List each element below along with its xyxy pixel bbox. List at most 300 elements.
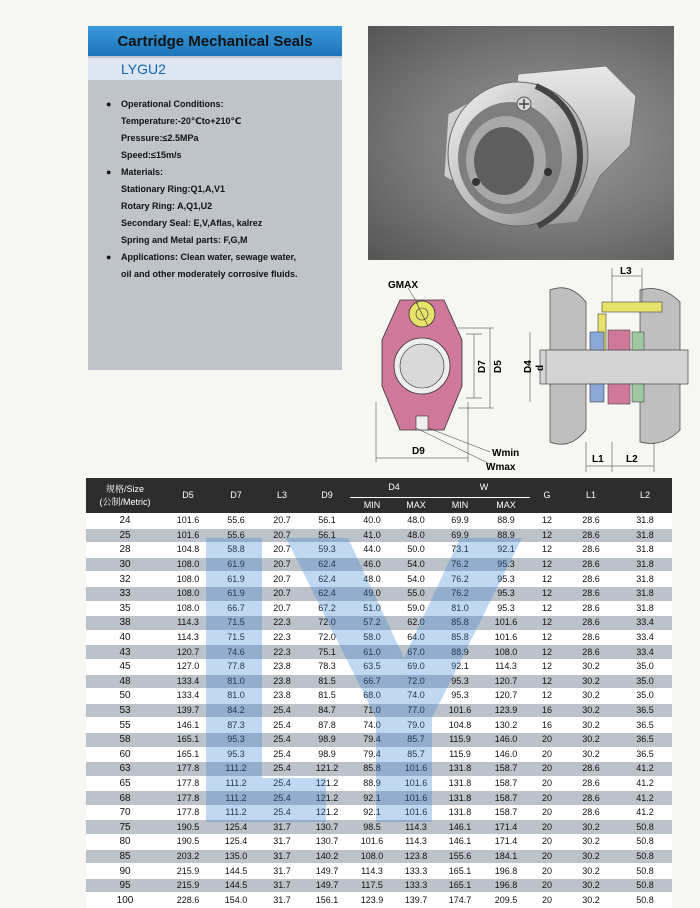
table-row — [86, 776, 672, 791]
value-cell: 58.0 — [350, 630, 394, 645]
col-w-header: W — [438, 478, 530, 498]
value-cell: 33.4 — [618, 630, 672, 645]
product-title: Cartridge Mechanical Seals — [88, 26, 342, 56]
value-cell: 25.4 — [260, 703, 304, 718]
table-row — [86, 572, 672, 587]
value-cell: 55.6 — [212, 514, 260, 529]
spec-text: Materials: — [121, 167, 164, 177]
value-cell: 79.4 — [350, 747, 394, 762]
value-cell: 131.8 — [438, 791, 482, 806]
size-cell: 53 — [86, 703, 164, 718]
value-cell: 20 — [530, 747, 564, 762]
spec-text: Applications: Clean water, sewage water, — [121, 252, 297, 262]
value-cell: 50.0 — [394, 543, 438, 558]
value-cell: 12 — [530, 543, 564, 558]
value-cell: 12 — [530, 514, 564, 529]
w-min-header: MIN — [438, 498, 482, 514]
spec-text: Secondary Seal: E,V,Aflas, kalrez — [121, 218, 263, 228]
value-cell: 30.2 — [564, 674, 618, 689]
value-cell: 31.7 — [260, 835, 304, 850]
value-cell: 30.2 — [564, 820, 618, 835]
spec-line — [106, 266, 338, 283]
value-cell: 121.2 — [304, 776, 350, 791]
value-cell: 41.2 — [618, 762, 672, 777]
value-cell: 79.0 — [394, 718, 438, 733]
value-cell: 25.4 — [260, 776, 304, 791]
value-cell: 131.8 — [438, 805, 482, 820]
value-cell: 30.2 — [564, 747, 618, 762]
value-cell: 57.2 — [350, 616, 394, 631]
bullet-icon: ● — [106, 252, 112, 262]
size-cell: 30 — [86, 557, 164, 572]
value-cell: 20 — [530, 835, 564, 850]
size-cell: 65 — [86, 776, 164, 791]
size-cell: 48 — [86, 674, 164, 689]
value-cell: 139.7 — [394, 893, 438, 908]
value-cell: 35.0 — [618, 659, 672, 674]
size-cell: 40 — [86, 630, 164, 645]
value-cell: 165.1 — [164, 747, 212, 762]
value-cell: 101.6 — [164, 514, 212, 529]
table-row — [86, 659, 672, 674]
table-row — [86, 557, 672, 572]
value-cell: 88.9 — [438, 645, 482, 660]
table-row — [86, 878, 672, 893]
value-cell: 31.8 — [618, 601, 672, 616]
value-cell: 28.6 — [564, 776, 618, 791]
size-cell: 70 — [86, 805, 164, 820]
table-row — [86, 630, 672, 645]
d7-label: D7 — [477, 360, 488, 373]
value-cell: 228.6 — [164, 893, 212, 908]
value-cell: 31.7 — [260, 820, 304, 835]
value-cell: 12 — [530, 528, 564, 543]
value-cell: 31.8 — [618, 557, 672, 572]
value-cell: 30.2 — [564, 732, 618, 747]
col-l3-header: L3 — [260, 478, 304, 514]
value-cell: 104.8 — [164, 543, 212, 558]
table-row — [86, 732, 672, 747]
col-d7-header: D7 — [212, 478, 260, 514]
value-cell: 20 — [530, 762, 564, 777]
value-cell: 20.7 — [260, 514, 304, 529]
value-cell: 165.1 — [438, 878, 482, 893]
value-cell: 36.5 — [618, 703, 672, 718]
spec-text: Pressure:≤2.5MPa — [121, 133, 199, 143]
size-cell: 95 — [86, 878, 164, 893]
value-cell: 140.2 — [304, 849, 350, 864]
value-cell: 23.8 — [260, 659, 304, 674]
value-cell: 28.6 — [564, 586, 618, 601]
value-cell: 30.2 — [564, 849, 618, 864]
value-cell: 131.8 — [438, 762, 482, 777]
col-d4-header: D4 — [350, 478, 438, 498]
value-cell: 101.6 — [164, 528, 212, 543]
size-header-cn: 规格/Size — [105, 483, 144, 494]
value-cell: 28.6 — [564, 616, 618, 631]
value-cell: 114.3 — [350, 864, 394, 879]
value-cell: 133.4 — [164, 689, 212, 704]
value-cell: 135.0 — [212, 849, 260, 864]
value-cell: 131.8 — [438, 776, 482, 791]
value-cell: 111.2 — [212, 762, 260, 777]
size-cell: 45 — [86, 659, 164, 674]
value-cell: 64.0 — [394, 630, 438, 645]
size-cell: 35 — [86, 601, 164, 616]
value-cell: 76.2 — [438, 586, 482, 601]
value-cell: 72.0 — [304, 616, 350, 631]
size-header — [86, 478, 164, 514]
value-cell: 108.0 — [164, 601, 212, 616]
value-cell: 95.3 — [212, 747, 260, 762]
value-cell: 95.3 — [482, 572, 530, 587]
value-cell: 28.6 — [564, 514, 618, 529]
table-row — [86, 703, 672, 718]
spec-text: Speed:≤15m/s — [121, 150, 182, 160]
bullet-icon: ● — [106, 167, 112, 177]
value-cell: 31.7 — [260, 878, 304, 893]
value-cell: 69.9 — [438, 514, 482, 529]
value-cell: 28.6 — [564, 601, 618, 616]
value-cell: 115.9 — [438, 732, 482, 747]
value-cell: 30.2 — [564, 703, 618, 718]
value-cell: 50.8 — [618, 893, 672, 908]
spec-line — [106, 232, 338, 249]
value-cell: 101.6 — [394, 791, 438, 806]
value-cell: 31.7 — [260, 893, 304, 908]
l3-label: L3 — [620, 266, 632, 277]
value-cell: 84.2 — [212, 703, 260, 718]
table-row — [86, 762, 672, 777]
value-cell: 74.0 — [350, 718, 394, 733]
value-cell: 108.0 — [482, 645, 530, 660]
value-cell: 36.5 — [618, 747, 672, 762]
spec-text: oil and other moderately corrosive fluids. — [121, 269, 298, 279]
value-cell: 20 — [530, 849, 564, 864]
value-cell: 51.0 — [350, 601, 394, 616]
table-row — [86, 893, 672, 908]
value-cell: 95.3 — [482, 586, 530, 601]
value-cell: 98.9 — [304, 747, 350, 762]
value-cell: 114.3 — [164, 616, 212, 631]
value-cell: 67.2 — [304, 601, 350, 616]
value-cell: 31.8 — [618, 543, 672, 558]
value-cell: 203.2 — [164, 849, 212, 864]
d9-label: D9 — [412, 446, 425, 457]
table-row — [86, 805, 672, 820]
value-cell: 71.5 — [212, 630, 260, 645]
value-cell: 30.2 — [564, 893, 618, 908]
value-cell: 28.6 — [564, 805, 618, 820]
value-cell: 31.8 — [618, 514, 672, 529]
value-cell: 54.0 — [394, 572, 438, 587]
value-cell: 104.8 — [438, 718, 482, 733]
value-cell: 114.3 — [482, 659, 530, 674]
value-cell: 146.0 — [482, 732, 530, 747]
value-cell: 215.9 — [164, 864, 212, 879]
value-cell: 12 — [530, 572, 564, 587]
value-cell: 20 — [530, 820, 564, 835]
value-cell: 28.6 — [564, 762, 618, 777]
value-cell: 31.8 — [618, 586, 672, 601]
value-cell: 133.4 — [164, 674, 212, 689]
value-cell: 25.4 — [260, 747, 304, 762]
value-cell: 12 — [530, 659, 564, 674]
value-cell: 111.2 — [212, 791, 260, 806]
value-cell: 56.1 — [304, 514, 350, 529]
value-cell: 171.4 — [482, 835, 530, 850]
table-body — [86, 514, 672, 908]
value-cell: 67.0 — [394, 645, 438, 660]
value-cell: 139.7 — [164, 703, 212, 718]
value-cell: 62.4 — [304, 586, 350, 601]
spec-text: Stationary Ring:Q1,A,V1 — [121, 184, 226, 194]
value-cell: 69.0 — [394, 659, 438, 674]
value-cell: 123.8 — [394, 849, 438, 864]
value-cell: 84.7 — [304, 703, 350, 718]
value-cell: 88.9 — [350, 776, 394, 791]
value-cell: 68.0 — [350, 689, 394, 704]
spec-line — [106, 215, 338, 232]
value-cell: 85.7 — [394, 732, 438, 747]
table-header-row — [86, 478, 672, 498]
value-cell: 92.1 — [438, 659, 482, 674]
table-row — [86, 616, 672, 631]
value-cell: 87.3 — [212, 718, 260, 733]
value-cell: 121.2 — [304, 762, 350, 777]
value-cell: 81.0 — [212, 689, 260, 704]
size-cell: 24 — [86, 514, 164, 529]
value-cell: 28.6 — [564, 645, 618, 660]
value-cell: 66.7 — [212, 601, 260, 616]
value-cell: 92.1 — [350, 805, 394, 820]
table-row — [86, 543, 672, 558]
value-cell: 22.3 — [260, 616, 304, 631]
table-row — [86, 864, 672, 879]
technical-drawing — [350, 262, 690, 478]
col-g-header: G — [530, 478, 564, 514]
value-cell: 12 — [530, 630, 564, 645]
value-cell: 20.7 — [260, 543, 304, 558]
value-cell: 20 — [530, 878, 564, 893]
value-cell: 74.0 — [394, 689, 438, 704]
value-cell: 101.6 — [482, 616, 530, 631]
value-cell: 35.0 — [618, 689, 672, 704]
value-cell: 108.0 — [164, 557, 212, 572]
value-cell: 149.7 — [304, 864, 350, 879]
value-cell: 95.3 — [482, 557, 530, 572]
value-cell: 133.3 — [394, 864, 438, 879]
size-cell: 25 — [86, 528, 164, 543]
d-label: d — [535, 364, 546, 371]
spec-text: Rotary Ring: A,Q1,U2 — [121, 201, 213, 211]
value-cell: 28.6 — [564, 791, 618, 806]
gmax-label: GMAX — [388, 280, 418, 291]
value-cell: 73.1 — [438, 543, 482, 558]
value-cell: 111.2 — [212, 805, 260, 820]
size-cell: 85 — [86, 849, 164, 864]
value-cell: 85.8 — [350, 762, 394, 777]
value-cell: 20 — [530, 732, 564, 747]
size-cell: 50 — [86, 689, 164, 704]
spec-text: Temperature:-20℃to+210℃ — [121, 116, 242, 126]
spec-line — [106, 198, 338, 215]
value-cell: 61.0 — [350, 645, 394, 660]
value-cell: 81.0 — [438, 601, 482, 616]
value-cell: 85.8 — [438, 616, 482, 631]
value-cell: 28.6 — [564, 528, 618, 543]
value-cell: 46.0 — [350, 557, 394, 572]
value-cell: 101.6 — [394, 762, 438, 777]
value-cell: 31.8 — [618, 572, 672, 587]
value-cell: 28.6 — [564, 572, 618, 587]
value-cell: 54.0 — [394, 557, 438, 572]
value-cell: 81.5 — [304, 674, 350, 689]
value-cell: 130.7 — [304, 820, 350, 835]
value-cell: 36.5 — [618, 718, 672, 733]
value-cell: 23.8 — [260, 689, 304, 704]
value-cell: 98.9 — [304, 732, 350, 747]
value-cell: 25.4 — [260, 805, 304, 820]
section-view — [530, 268, 688, 472]
value-cell: 95.3 — [482, 601, 530, 616]
size-cell: 68 — [86, 791, 164, 806]
value-cell: 28.6 — [564, 630, 618, 645]
w-max-header: MAX — [482, 498, 530, 514]
value-cell: 20.7 — [260, 528, 304, 543]
value-cell: 130.7 — [304, 835, 350, 850]
value-cell: 108.0 — [164, 586, 212, 601]
table-row — [86, 689, 672, 704]
value-cell: 146.1 — [164, 718, 212, 733]
value-cell: 215.9 — [164, 878, 212, 893]
value-cell: 101.6 — [350, 835, 394, 850]
value-cell: 177.8 — [164, 776, 212, 791]
value-cell: 25.4 — [260, 791, 304, 806]
size-cell: 60 — [86, 747, 164, 762]
value-cell: 59.0 — [394, 601, 438, 616]
value-cell: 101.6 — [394, 776, 438, 791]
value-cell: 114.3 — [164, 630, 212, 645]
d4-min-header: MIN — [350, 498, 394, 514]
value-cell: 125.4 — [212, 820, 260, 835]
table-row — [86, 528, 672, 543]
size-cell: 100 — [86, 893, 164, 908]
table-row — [86, 645, 672, 660]
value-cell: 48.0 — [350, 572, 394, 587]
value-cell: 95.3 — [438, 689, 482, 704]
value-cell: 77.0 — [394, 703, 438, 718]
value-cell: 63.5 — [350, 659, 394, 674]
value-cell: 25.4 — [260, 732, 304, 747]
value-cell: 123.9 — [482, 703, 530, 718]
spec-text: Spring and Metal parts: F,G,M — [121, 235, 248, 245]
value-cell: 87.8 — [304, 718, 350, 733]
value-cell: 79.4 — [350, 732, 394, 747]
size-cell: 33 — [86, 586, 164, 601]
size-cell: 32 — [86, 572, 164, 587]
value-cell: 48.0 — [394, 514, 438, 529]
table-row — [86, 586, 672, 601]
value-cell: 158.7 — [482, 762, 530, 777]
value-cell: 71.0 — [350, 703, 394, 718]
front-view — [376, 288, 494, 464]
value-cell: 196.8 — [482, 878, 530, 893]
value-cell: 92.1 — [482, 543, 530, 558]
value-cell: 149.7 — [304, 878, 350, 893]
size-cell: 90 — [86, 864, 164, 879]
value-cell: 31.8 — [618, 528, 672, 543]
value-cell: 30.2 — [564, 659, 618, 674]
value-cell: 120.7 — [164, 645, 212, 660]
value-cell: 48.0 — [394, 528, 438, 543]
wmin-label: Wmin — [492, 448, 520, 459]
value-cell: 12 — [530, 689, 564, 704]
value-cell: 41.2 — [618, 805, 672, 820]
value-cell: 41.2 — [618, 791, 672, 806]
value-cell: 30.2 — [564, 835, 618, 850]
value-cell: 20.7 — [260, 557, 304, 572]
value-cell: 50.8 — [618, 835, 672, 850]
size-cell: 80 — [86, 835, 164, 850]
value-cell: 158.7 — [482, 791, 530, 806]
value-cell: 146.0 — [482, 747, 530, 762]
value-cell: 174.7 — [438, 893, 482, 908]
value-cell: 177.8 — [164, 791, 212, 806]
value-cell: 62.4 — [304, 572, 350, 587]
table-row — [86, 791, 672, 806]
table-row — [86, 601, 672, 616]
value-cell: 155.6 — [438, 849, 482, 864]
value-cell: 88.9 — [482, 528, 530, 543]
col-l2-header: L2 — [618, 478, 672, 514]
value-cell: 58.8 — [212, 543, 260, 558]
value-cell: 50.8 — [618, 820, 672, 835]
value-cell: 101.6 — [482, 630, 530, 645]
col-d9-header: D9 — [304, 478, 350, 514]
value-cell: 74.6 — [212, 645, 260, 660]
table-row — [86, 674, 672, 689]
value-cell: 31.7 — [260, 849, 304, 864]
size-cell: 58 — [86, 732, 164, 747]
value-cell: 101.6 — [394, 805, 438, 820]
value-cell: 55.6 — [212, 528, 260, 543]
value-cell: 12 — [530, 616, 564, 631]
info-panel — [88, 26, 342, 370]
dimension-table — [86, 478, 672, 908]
spec-line — [106, 130, 338, 147]
value-cell: 81.5 — [304, 689, 350, 704]
value-cell: 184.1 — [482, 849, 530, 864]
value-cell: 115.9 — [438, 747, 482, 762]
size-cell: 55 — [86, 718, 164, 733]
value-cell: 12 — [530, 557, 564, 572]
value-cell: 76.2 — [438, 557, 482, 572]
value-cell: 41.2 — [618, 776, 672, 791]
bullet-icon: ● — [106, 99, 112, 109]
value-cell: 111.2 — [212, 776, 260, 791]
value-cell: 76.2 — [438, 572, 482, 587]
value-cell: 16 — [530, 718, 564, 733]
value-cell: 49.0 — [350, 586, 394, 601]
value-cell: 22.3 — [260, 630, 304, 645]
value-cell: 23.8 — [260, 674, 304, 689]
value-cell: 75.1 — [304, 645, 350, 660]
seal-photo-image — [368, 26, 674, 260]
table-row — [86, 747, 672, 762]
value-cell: 12 — [530, 674, 564, 689]
value-cell: 61.9 — [212, 586, 260, 601]
